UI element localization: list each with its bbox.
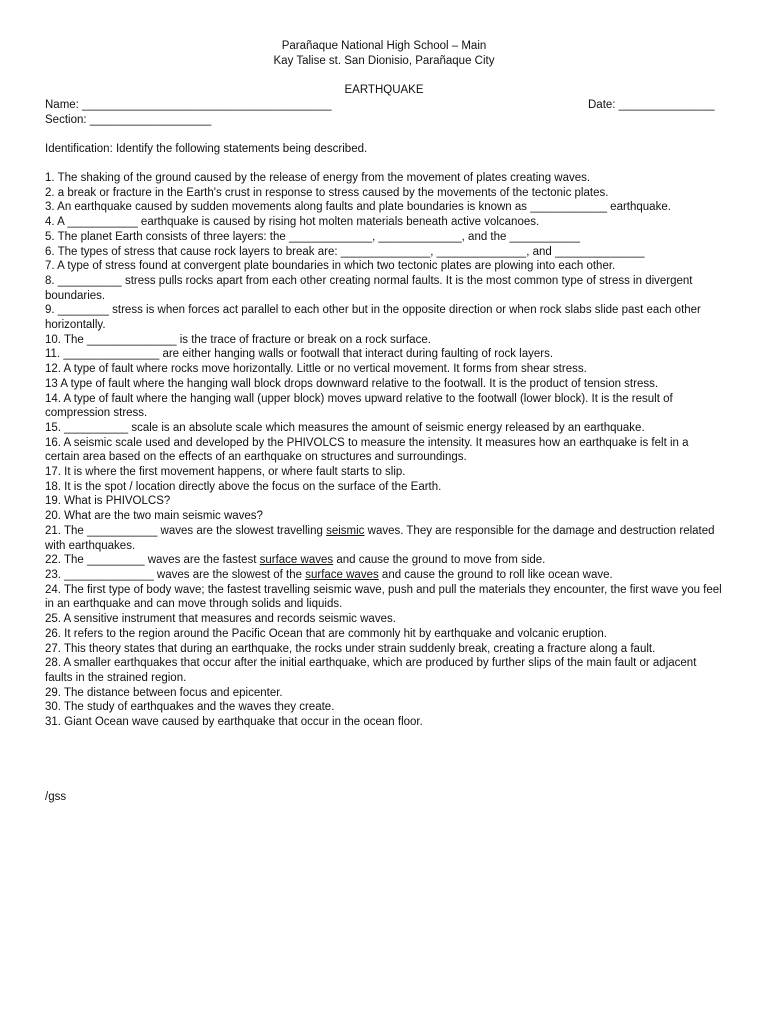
question-item: 18. It is the spot / location directly above the focus on the surface of the Earth.: [45, 480, 442, 493]
item-text: 23. ______________ waves are the slowest of the: [45, 568, 306, 581]
instructions: Identification: Identify the following statements being described.: [45, 143, 368, 155]
question-item: 16. A seismic scale used and developed by the PHIVOLCS to measure the intensity. It measures how an earthquake is felt in a certain area based on the effects of an earthquake on structures and surroundings.: [45, 436, 689, 464]
question-item: 14. A type of fault where the hanging wall (upper block) moves upward relative to the footwall (lower block). It is the result of compression stress.: [45, 392, 673, 420]
question-item: 29. The distance between focus and epicenter.: [45, 686, 283, 699]
school-name: Parañaque National High School – Main: [281, 40, 487, 52]
question-item: 12. A type of fault where rocks move horizontally. Little or no vertical movement. It forms from shear stress.: [45, 363, 587, 376]
item-text: and cause the ground to move from side.: [333, 554, 546, 567]
school-address: Kay Talise st. San Dionisio, Parañaque City: [273, 55, 495, 67]
item-text: 22. The _________ waves are the fastest: [45, 554, 260, 567]
question-item: 8. __________ stress pulls rocks apart from each other creating normal faults. It is the most common type of stress in divergent boundaries.: [45, 274, 693, 302]
date-field: Date: _______________: [588, 99, 715, 111]
question-item: [45, 524, 725, 553]
item-text: 21. The ___________ waves are the slowest travelling: [45, 524, 327, 537]
question-item: 15. __________ scale is an absolute scale which measures the amount of seismic energy released by an earthquake.: [45, 421, 645, 434]
question-item: 17. It is where the first movement happens, or where fault starts to slip.: [45, 466, 406, 479]
question-item: 25. A sensitive instrument that measures and records seismic waves.: [45, 613, 396, 626]
question-item: 3. An earthquake caused by sudden movements along faults and plate boundaries is known as ____________ earthquake.: [45, 201, 671, 214]
section-field: Section: ___________________: [45, 114, 212, 126]
question-item: 5. The planet Earth consists of three layers: the _____________, _____________, and the ___________: [45, 230, 580, 243]
underlined-term: seismic: [326, 524, 365, 537]
author-initials: /gss: [45, 791, 67, 803]
item-text: waves. They are responsible for the damage and destruction related with earthquakes.: [45, 524, 715, 552]
question-item: [45, 553, 725, 568]
question-item: 11. _______________ are either hanging walls or footwall that interact during faulting of rock layers.: [45, 348, 554, 361]
question-item: 9. ________ stress is when forces act parallel to each other but in the opposite direction or when rock slabs slide past each other horizontally.: [45, 304, 701, 332]
question-item: 27. This theory states that during an earthquake, the rocks under strain suddenly break, creating a fracture along a fault.: [45, 642, 656, 655]
question-item: 31. Giant Ocean wave caused by earthquake that occur in the ocean floor.: [45, 716, 423, 729]
question-item: 6. The types of stress that cause rock layers to break are: ______________, ______________, and ______________: [45, 245, 645, 258]
underlined-term: surface waves: [305, 568, 379, 581]
question-item: 19. What is PHIVOLCS?: [45, 495, 171, 508]
question-item: 2. a break or fracture in the Earth's crust in response to stress caused by the movements of the tectonic plates.: [45, 186, 609, 199]
question-item: [45, 568, 725, 583]
underlined-term: surface waves: [259, 554, 334, 567]
question-item: 7. A type of stress found at convergent plate boundaries in which two tectonic plates are plowing into each other.: [45, 260, 616, 273]
page-title: EARTHQUAKE: [344, 84, 424, 96]
item-text: and cause the ground to roll like ocean wave.: [378, 568, 613, 581]
question-item: 26. It refers to the region around the Pacific Ocean that are commonly hit by earthquake and volcanic eruption.: [45, 627, 607, 640]
question-item: 13 A type of fault where the hanging wall block drops downward relative to the footwall. It is the product of tension stress.: [45, 377, 659, 390]
question-list: [45, 171, 725, 730]
question-item: 20. What are the two main seismic waves?: [45, 510, 263, 523]
name-field: Name: _______________________________________: [45, 99, 332, 111]
question-item: 4. A ___________ earthquake is caused by rising hot molten materials beneath active volcanoes.: [45, 216, 540, 229]
question-item: 10. The ______________ is the trace of fracture or break on a rock surface.: [45, 333, 431, 346]
question-item: 24. The first type of body wave; the fastest travelling seismic wave, push and pull the materials they encounter, the first wave you feel in an earthquake and can move through solids and liquids.: [45, 583, 722, 611]
question-item: 28. A smaller earthquakes that occur after the initial earthquake, which are produced by further slips of the main fault or adjacent faults in the strained region.: [45, 657, 697, 684]
question-item: 30. The study of earthquakes and the waves they create.: [45, 701, 335, 714]
question-item: 1. The shaking of the ground caused by the release of energy from the movement of plates creating waves.: [45, 172, 591, 184]
